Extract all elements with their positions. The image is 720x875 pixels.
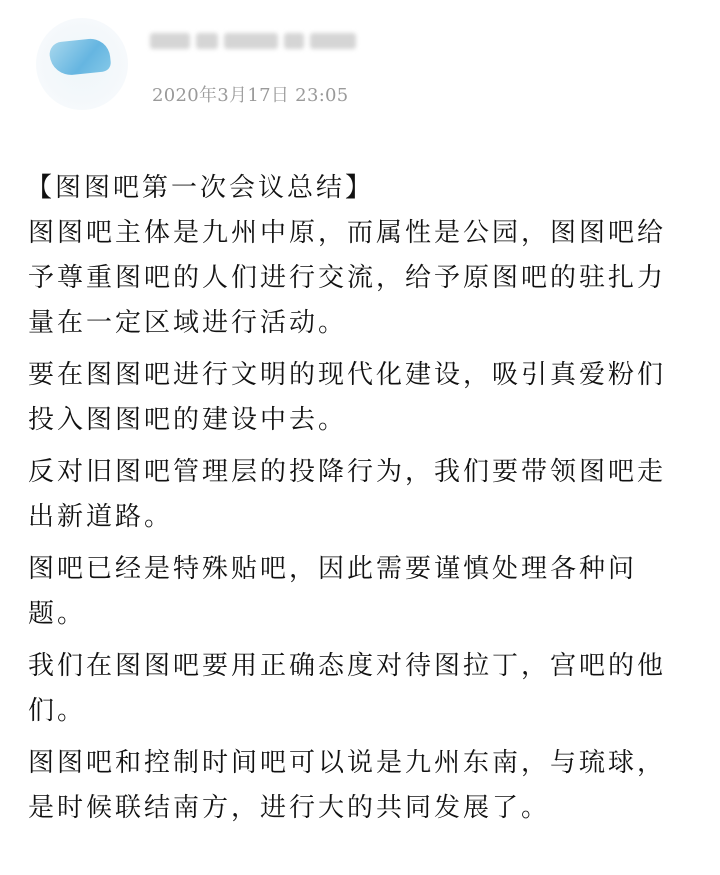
redacted-text-block [284,33,304,49]
redacted-text-block [310,33,356,49]
post-timestamp: 2020年3月17日 23:05 [152,85,349,106]
redacted-text-block [196,33,218,49]
post-paragraph: 图图吧主体是九州中原，而属性是公园，图图吧给予尊重图吧的人们进行交流，给予原图吧的驻扎力量在一定区域进行活动。 [28,218,667,338]
post-title: 【图图吧第一次会议总结】 [26,173,375,203]
username-redacted[interactable] [150,30,356,52]
avatar-image [48,37,111,77]
post-paragraph: 图图吧和控制时间吧可以说是九州东南，与琉球，是时候联结南方，进行大的共同发展了。 [28,748,667,823]
post-paragraph: 我们在图图吧要用正确态度对待图拉丁，宫吧的他们。 [28,651,667,726]
post-paragraph: 图吧已经是特殊贴吧，因此需要谨慎处理各种问题。 [28,554,638,629]
post-body [28,166,692,831]
post-paragraph: 反对旧图吧管理层的投降行为，我们要带领图吧走出新道路。 [28,457,667,532]
avatar[interactable] [36,18,128,110]
redacted-text-block [150,33,190,49]
post-header [0,0,720,140]
redacted-text-block [224,33,278,49]
post-paragraph: 要在图图吧进行文明的现代化建设，吸引真爱粉们投入图图吧的建设中去。 [28,360,667,435]
